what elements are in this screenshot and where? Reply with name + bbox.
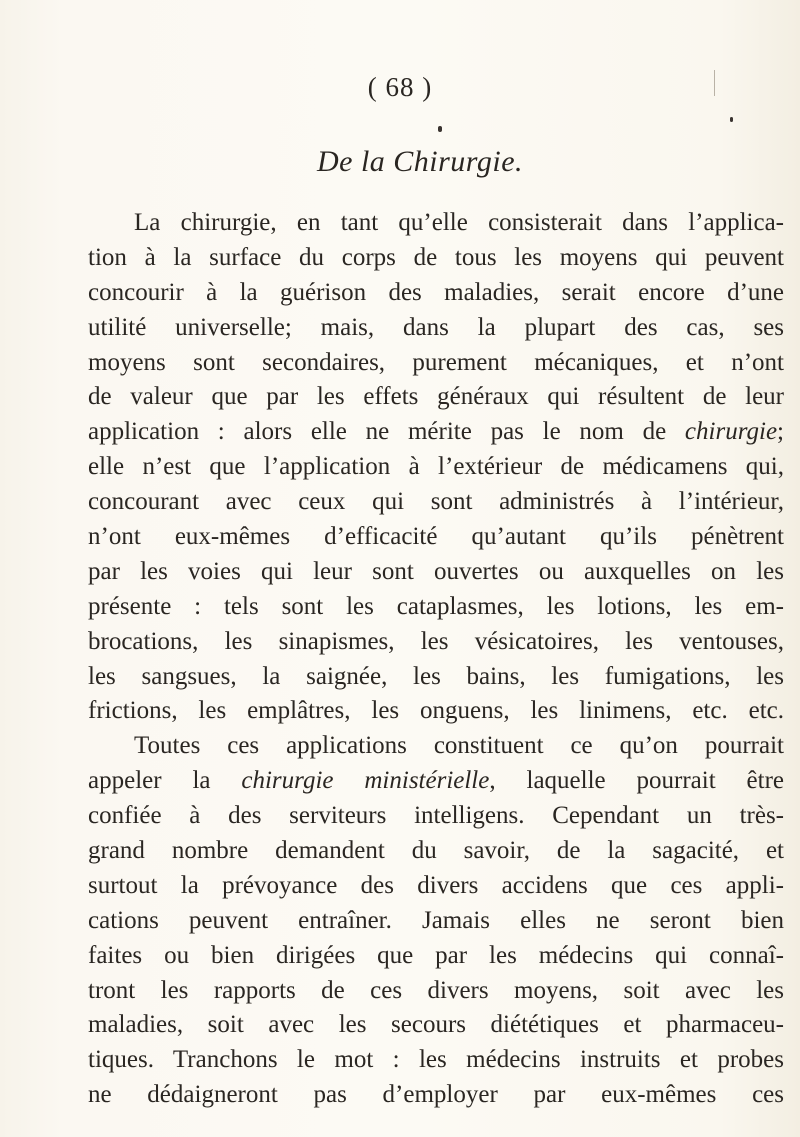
text-line: concourir à la guérison des maladies, serait encore d’une [88, 278, 784, 306]
text-line: tion à la surface du corps de tous les moyens qui peuvent [88, 243, 784, 271]
text-line: ne dédaigneront pas d’employer par eux-mêmes ces [88, 1081, 784, 1109]
text-line: les sangsues, la saignée, les bains, les fumigations, les [88, 662, 784, 690]
text-line: La chirurgie, en tant qu’elle consisterait dans l’applica- [134, 209, 784, 236]
text-line: de valeur que par les effets généraux qui résultent de leur [88, 383, 784, 411]
text-line: appeler la chirurgie ministérielle, laquelle pourrait être [88, 767, 784, 795]
text-line: surtout la prévoyance des divers accidens que ces appli- [88, 871, 784, 899]
text-line: présente : tels sont les cataplasmes, les lotions, les em- [88, 592, 784, 620]
text-line: brocations, les sinapismes, les vésicatoires, les ventouses, [88, 627, 784, 655]
text-line: cations peuvent entraîner. Jamais elles ne seront bien [88, 906, 784, 934]
italic-term: chirurgie ministérielle [241, 767, 490, 795]
text-line: confiée à des serviteurs intelligens. Cependant un très- [88, 802, 784, 830]
text-line: tront les rapports de ces divers moyens, soit avec les [88, 976, 784, 1004]
italic-term: chirurgie [684, 418, 778, 446]
text-line: n’ont eux-mêmes d’efficacité qu’autant qu’ils pénètrent [88, 523, 784, 551]
text-line: grand nombre demandent du savoir, de la sagacité, et [88, 837, 784, 865]
text-line: maladies, soit avec les secours diététiques et pharmaceu- [88, 1011, 784, 1039]
text-line: Toutes ces applications constituent ce qu’on pourrait [134, 732, 784, 760]
text-line: tiques. Tranchons le mot : les médecins instruits et probes [88, 1046, 784, 1074]
body-text [88, 206, 784, 1113]
text-line: application : alors elle ne mérite pas le nom de chirurgie; [88, 418, 784, 446]
section-title: De la Chirurgie. [316, 145, 524, 178]
text-line: par les voies qui leur sont ouvertes ou auxquelles on les [88, 557, 784, 585]
text-line: frictions, les emplâtres, les onguens, les linimens, etc. etc. [88, 697, 784, 725]
text-line: concourant avec ceux qui sont administrés à l’intérieur, [88, 488, 784, 516]
text-line: utilité universelle; mais, dans la plupart des cas, ses [88, 313, 784, 341]
text-line: moyens sont secondaires, purement mécaniques, et n’ont [88, 348, 784, 376]
ink-speck [730, 117, 733, 122]
text-line: faites ou bien dirigées que par les médecins qui connaî- [88, 941, 784, 969]
text-line: elle n’est que l’application à l’extérieur de médicamens qui, [88, 453, 784, 481]
ink-speck [438, 126, 442, 132]
page-number: ( 68 ) [367, 72, 433, 102]
